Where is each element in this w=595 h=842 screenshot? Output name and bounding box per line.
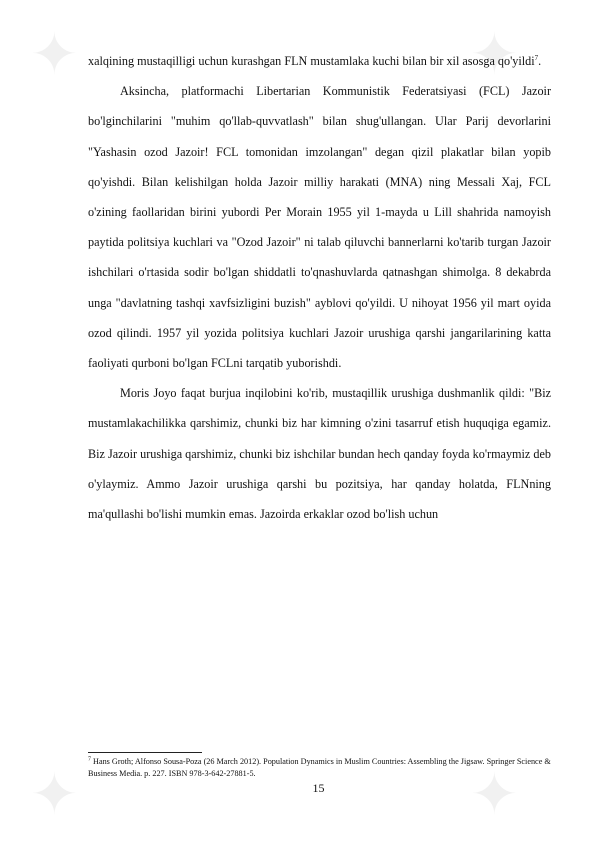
paragraph-1-text: xalqining mustaqilligi uchun kurashgan FLN mustamlaka kuchi bilan bir xil asosga qo'yildi xyxy=(88,54,535,68)
paragraph-1-end: . xyxy=(538,54,542,68)
footnote-text: Hans Groth; Alfonso Sousa-Poza (26 March 2012). Population Dynamics in Muslim Countries: Assembling the Jigsaw. Springer Science & Business Media. p. 227. ISBN 978-3-642-27881-5. xyxy=(88,757,551,778)
footnote-reference[interactable]: 7 xyxy=(534,53,539,62)
paragraph-2: Aksincha, platformachi Libertarian Kommunistik Federatsiyasi (FCL) Jazoir bo'lginchilarini "muhim qo'llab-quvvatlash" bilan shug'ullangan. Ular Parij devorlarini "Yashasin ozod Jazoir! FCL tomonidan imzolangan" degan qizil plakatlar bilan yopib qo'yishdi. Bilan kelishilgan holda Jazoir milliy harakati (MNA) ning Messali Xaj, FCL o'zining faollaridan birini yubordi Per Morain 1955 yil 1-mayda u Lill shahrida namoyish paytida politsiya kuchlari va "Ozod Jazoir" ni talab qiluvchi bannerlarni ko'tarib turgan Jazoir ishchilari o'rtasida sodir bo'lgan shiddatli to'qnashuvlarda qatnashgan shimolga. 8 dekabrda unga "davlatning tashqi xavfsizligini buzish" ayblovi qo'yildi. U nihoyat 1956 yil mart oyida ozod qilindi. 1957 yil yozida politsiya kuchlari Jazoir urushiga qarshi jangarilarining katta faoliyati qurboni bo'lgan FCLni tarqatib yuborishdi. xyxy=(88,84,551,371)
footnote-marker: 7 xyxy=(88,756,91,763)
background-watermark: ✦ ✦ ✦ ✦ xyxy=(30,20,519,828)
paragraph-1 xyxy=(88,46,551,76)
page-number: 15 xyxy=(312,781,325,795)
body-text xyxy=(88,46,551,529)
footnote-divider xyxy=(88,752,202,753)
footnote xyxy=(88,756,551,780)
paragraph-3: Moris Joyo faqat burjua inqilobini ko'rib, mustaqillik urushiga dushmanlik qildi: "Biz mustamlakachilikka qarshimiz, chunki biz har kimning o'zini tasarruf etish huquqiga egamiz. Biz Jazoir urushiga qarshimiz, chunki biz ishchilar bundan hech qanday foyda ko'rmaymiz deb o'ylaymiz. Ammo Jazoir urushiga qarshi bu pozitsiya, har qanday holatda, FLNning ma'qullashi bo'lishi mumkin emas. Jazoirda erkaklar ozod bo'lish uchun xyxy=(88,386,551,522)
